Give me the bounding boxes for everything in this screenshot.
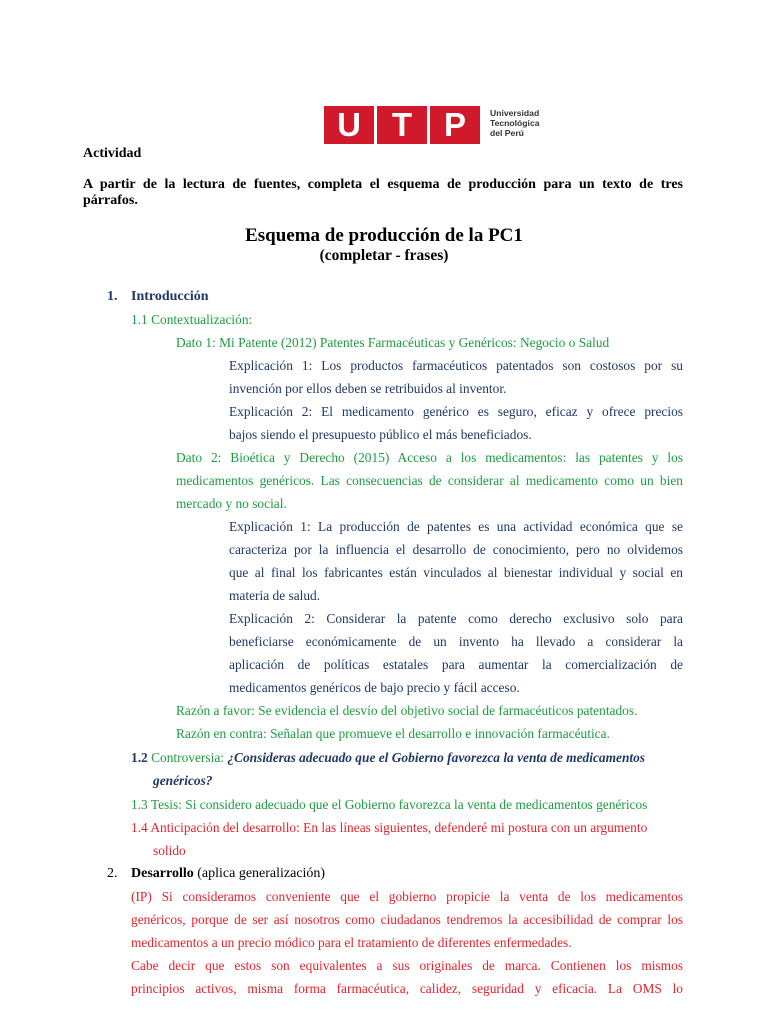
ip-line-3: medicamentos a un precio módico para el tratamiento de diferentes enfermedades. <box>131 935 572 950</box>
logo-university-name <box>490 109 540 138</box>
instruction-line-2: párrafos. <box>83 193 138 208</box>
ip-line-1: (IP) Si consideramos conveniente que el gobierno propicie la venta de los medicamentos <box>131 889 683 904</box>
dato-2-explicacion-2-line-3: aplicación de políticas estatales para aumentar la comercialización de <box>229 657 683 672</box>
dato-2-explicacion-2-line-4: medicamentos genéricos de bajo precio y fácil acceso. <box>229 680 520 695</box>
controversia-label: Controversia: <box>147 750 228 765</box>
controversia-line-1 <box>131 750 645 766</box>
logo-letter-u: U <box>324 106 374 144</box>
section-2-heading-note: (aplica generalización) <box>193 866 326 881</box>
razon-en-contra: Razón en contra: Señalan que promueve el desarrollo e innovación farmacéutica. <box>176 726 610 741</box>
logo-text-line-2: Tecnológica <box>490 117 540 128</box>
section-2-number: 2. <box>107 866 118 881</box>
logo-letter-t: T <box>377 106 427 144</box>
controversia-question: ¿Consideras adecuado que el Gobierno favorezca la venta de medicamentos <box>227 750 646 765</box>
dato-2-explicacion-1-line-3: que al final los fabricantes están vinculados al bienestar individual y social en <box>229 565 683 580</box>
dato-1-explicacion-1-line-1: Explicación 1: Los productos farmacéuticos patentados son costosos por su <box>229 358 683 373</box>
dato-2-explicacion-1-line-1: Explicación 1: La producción de patentes es una actividad económica que se <box>229 519 683 534</box>
dato-2-explicacion-1-line-2: caracteriza por la influencia el desarrollo de conocimiento, pero no olvidemos <box>229 542 683 557</box>
instruction-line-1: A partir de la lectura de fuentes, completa el esquema de producción para un texto de tres <box>83 177 683 192</box>
razon-a-favor: Razón a favor: Se evidencia el desvío del objetivo social de farmacéuticos patentados. <box>176 703 638 718</box>
section-1-heading: Introducción <box>131 289 209 304</box>
tesis: 1.3 Tesis: Si considero adecuado que el Gobierno favorezca la venta de medicamentos genéricos <box>131 797 648 812</box>
controversia-number: 1.2 <box>131 750 148 765</box>
anticipacion-line-1: 1.4 Anticipación del desarrollo: En las líneas siguientes, defenderé mi postura con un argumento <box>131 820 648 835</box>
anticipacion-line-2: solido <box>153 843 186 858</box>
dato-1: Dato 1: Mi Patente (2012) Patentes Farmacéuticas y Genéricos: Negocio o Salud <box>176 335 610 350</box>
controversia-question-line-2: genéricos? <box>153 773 213 788</box>
ip-line-2: genéricos, porque de ser así nosotros como ciudadanos tendremos la accesibilidad de comprar los <box>131 912 683 927</box>
cabe-line-1: Cabe decir que estos son equivalentes a sus originales de marca. Contienen los mismos <box>131 958 683 973</box>
section-1-number: 1. <box>107 289 118 304</box>
dato-2-explicacion-2-line-2: beneficiarse económicamente de un invento ha llevado a considerar la <box>229 634 683 649</box>
logo-text-line-3: del Perú <box>490 127 524 138</box>
dato-2-explicacion-2-line-1: Explicación 2: Considerar la patente como derecho exclusivo solo para <box>229 611 683 626</box>
dato-2-line-2: medicamentos genéricos. Las consecuencias de considerar al medicamento como un bien <box>176 473 683 488</box>
logo-letter-p: P <box>430 106 480 144</box>
dato-2-line-3: mercado y no social. <box>176 496 287 511</box>
contextualizacion-label: 1.1 Contextualización: <box>131 312 253 327</box>
dato-1-explicacion-2-line-1: Explicación 2: El medicamento genérico es seguro, eficaz y ofrece precios <box>229 404 683 419</box>
dato-1-explicacion-1-line-2: invención por ellos deben se retribuidos al inventor. <box>229 381 507 396</box>
cabe-line-2: principios activos, misma forma farmacéutica, calidez, seguridad y eficacia. La OMS lo <box>131 981 683 996</box>
dato-2-line-1: Dato 2: Bioética y Derecho (2015) Acceso a los medicamentos: las patentes y los <box>176 450 683 465</box>
dato-2-explicacion-1-line-4: materia de salud. <box>229 588 321 603</box>
page-subtitle: (completar - frases) <box>319 247 449 264</box>
logo-text-line-1: Universidad <box>490 108 540 118</box>
section-2-heading: Desarrollo <box>131 866 194 881</box>
activity-label: Actividad <box>83 146 142 161</box>
dato-1-explicacion-2-line-2: bajos siendo el presupuesto público el más beneficiados. <box>229 427 532 442</box>
section-2-heading-line <box>131 866 325 882</box>
page-title: Esquema de producción de la PC1 <box>245 225 523 246</box>
